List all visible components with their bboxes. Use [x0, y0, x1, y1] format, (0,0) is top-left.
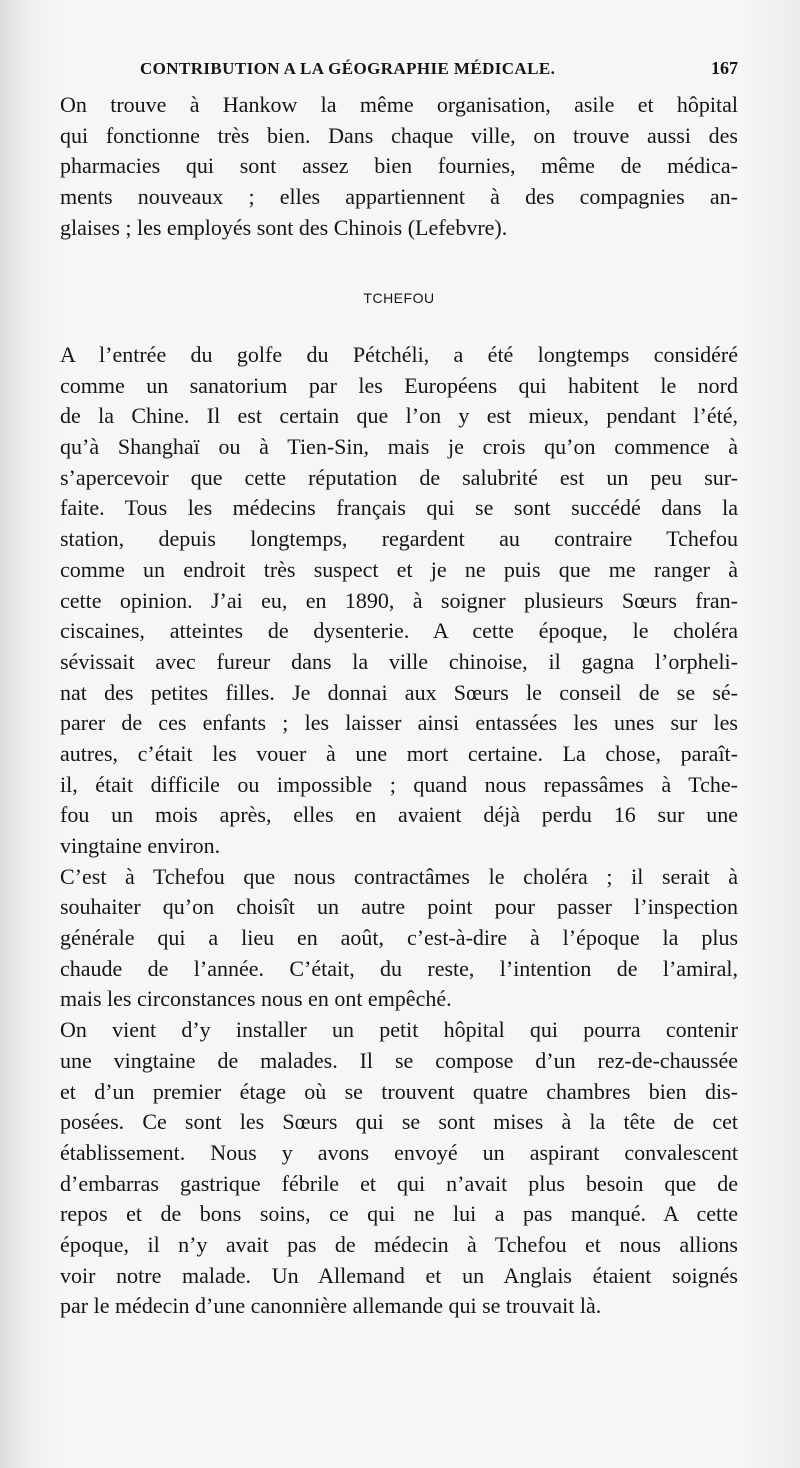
text-line: une vingtaine de malades. Il se compose d’un rez-de-chaussée [60, 1047, 738, 1073]
text-line: de la Chine. Il est certain que l’on y est mieux, pendant l’été, [60, 403, 738, 429]
text-line: posées. Ce sont les Sœurs qui se sont mises à la tête de cet [60, 1109, 738, 1135]
text-line: faite. Tous les médecins français qui se sont succédé dans la [60, 495, 738, 521]
text-line: repos et de bons soins, ce qui ne lui a pas manqué. A cette [60, 1201, 738, 1227]
text-line: comme un endroit très suspect et je ne puis que me ranger à [60, 556, 738, 582]
text-line: générale qui a lieu en août, c’est-à-dire à l’époque la plus [60, 925, 738, 951]
text-line: pharmacies qui sont assez bien fournies, même de médica- [60, 153, 738, 179]
text-line: C’est à Tchefou que nous contractâmes le choléra ; il serait à [60, 863, 738, 889]
running-head [140, 58, 738, 88]
text-line: On vient d’y installer un petit hôpital qui pourra contenir [60, 1017, 738, 1043]
text-line: il, était difficile ou impossible ; quand nous repassâmes à Tche- [60, 771, 738, 797]
text-line: qui fonctionne très bien. Dans chaque ville, on trouve aussi des [60, 122, 738, 148]
text-line: chaude de l’année. C’était, du reste, l’intention de l’amiral, [60, 955, 738, 981]
text-line: vingtaine environ. [60, 833, 221, 858]
text-line: comme un sanatorium par les Européens qui habitent le nord [60, 372, 738, 398]
text-line: époque, il n’y avait pas de médecin à Tchefou et nous allions [60, 1231, 738, 1257]
section-heading: TCHEFOU [363, 290, 435, 306]
running-title: CONTRIBUTION A LA GÉOGRAPHIE MÉDICALE. [140, 59, 556, 78]
text-line: voir notre malade. Un Allemand et un Anglais étaient soignés [60, 1262, 738, 1288]
text-line: et d’un premier étage où se trouvent quatre chambres bien dis- [60, 1078, 738, 1104]
text-line: sévissait avec fureur dans la ville chinoise, il gagna l’orpheli- [60, 648, 738, 674]
text-line: mais les circonstances nous en ont empêché. [60, 986, 452, 1012]
section-body [60, 340, 738, 1322]
text-line: A l’entrée du golfe du Pétchéli, a été longtemps considéré [60, 342, 738, 367]
text-line: par le médecin d’une canonnière allemande qui se trouvait là. [60, 1293, 602, 1319]
text-line: On trouve à Hankow la même organisation, asile et hôpital [60, 92, 738, 117]
opening-paragraph [60, 90, 738, 243]
text-line: qu’à Shanghaï ou à Tien-Sin, mais je crois qu’on commence à [60, 434, 738, 460]
text-line: parer de ces enfants ; les laisser ainsi entassées les unes sur les [60, 710, 738, 736]
text-line: ments nouveaux ; elles appartiennent à des compagnies an- [60, 184, 738, 210]
text-line: ciscaines, atteintes de dysenterie. A cette époque, le choléra [60, 618, 738, 644]
text-line: d’embarras gastrique fébrile et qui n’avait plus besoin que de [60, 1170, 738, 1196]
text-line: établissement. Nous y avons envoyé un aspirant convalescent [60, 1139, 738, 1165]
text-line: fou un mois après, elles en avaient déjà perdu 16 sur une [60, 802, 738, 828]
text-line: s’apercevoir que cette réputation de salubrité est un peu sur- [60, 464, 738, 490]
text-line: autres, c’était les vouer à une mort certaine. La chose, paraît- [60, 740, 738, 766]
text-line: nat des petites filles. Je donnai aux Sœurs le conseil de se sé- [60, 679, 738, 705]
text-line: station, depuis longtemps, regardent au contraire Tchefou [60, 526, 738, 552]
text-line: cette opinion. J’ai eu, en 1890, à soigner plusieurs Sœurs fran- [60, 587, 738, 613]
text-line: souhaiter qu’on choisît un autre point pour passer l’inspection [60, 894, 738, 920]
text-line: glaises ; les employés sont des Chinois (Lefebvre). [60, 214, 508, 240]
page-number: 167 [711, 58, 738, 78]
